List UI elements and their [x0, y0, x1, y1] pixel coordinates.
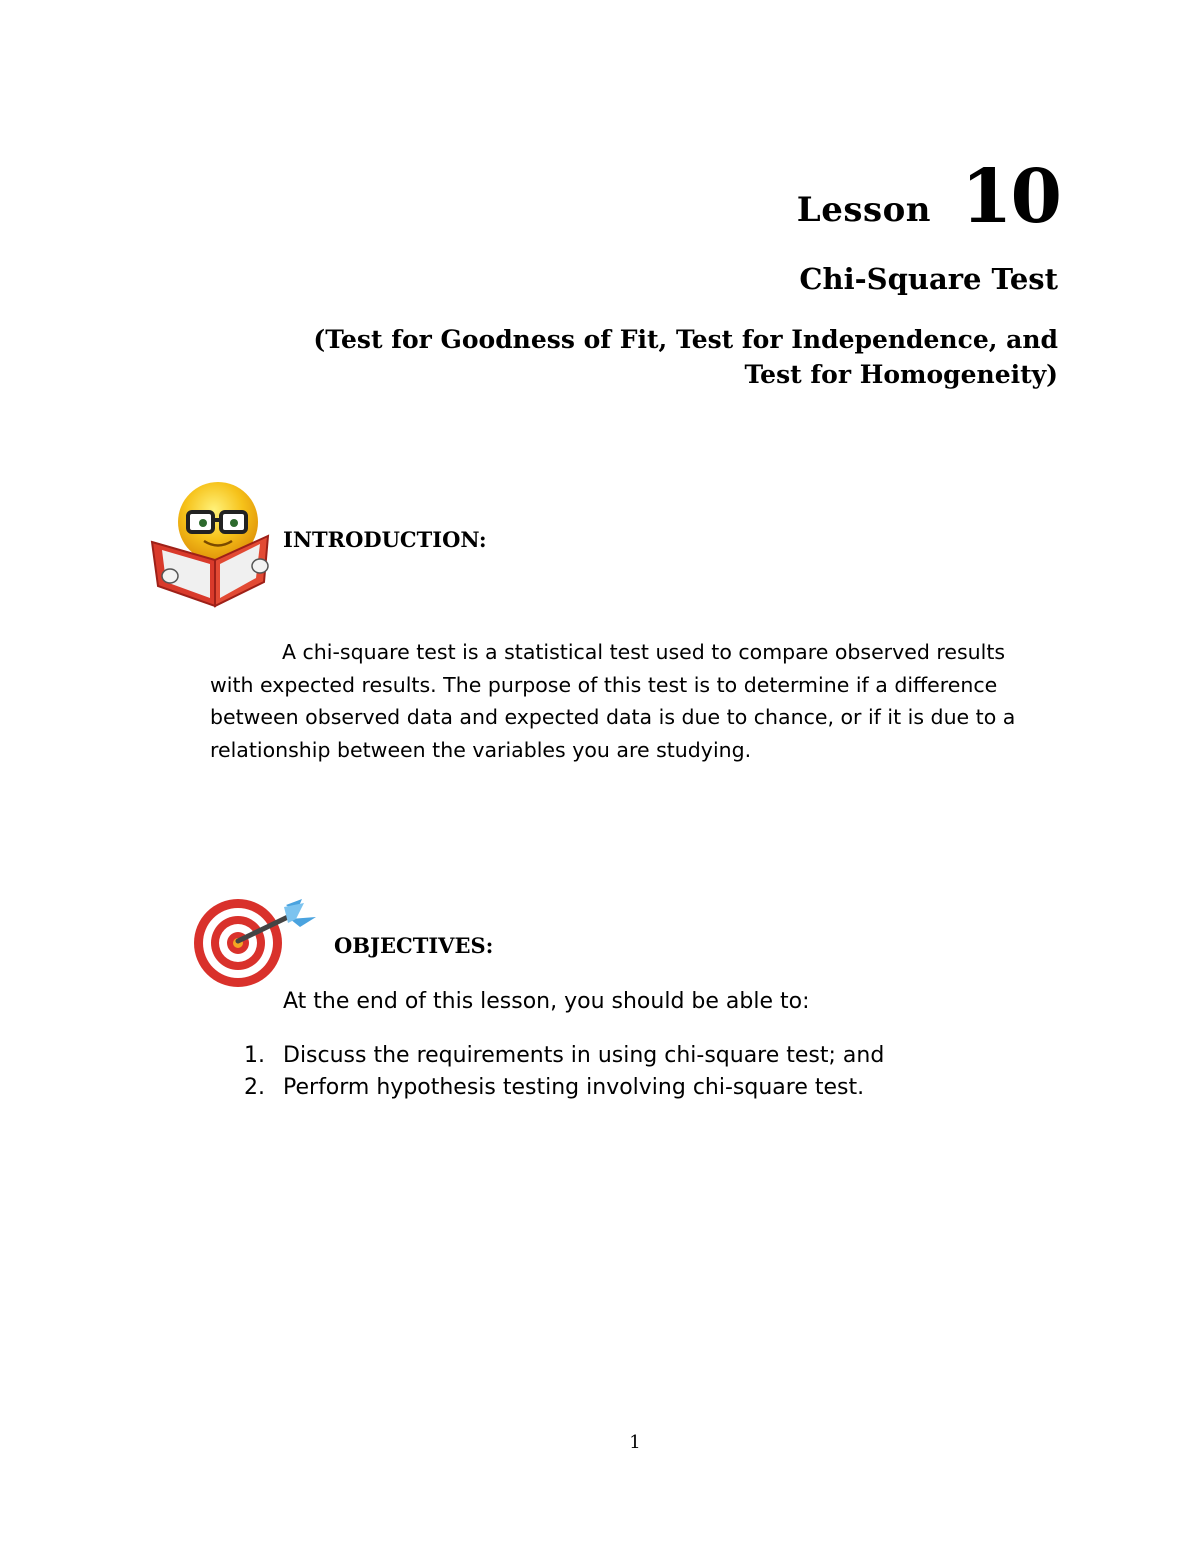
- introduction-heading: INTRODUCTION:: [283, 527, 487, 552]
- list-item: [244, 1040, 884, 1072]
- page-number: 1: [629, 1432, 641, 1453]
- objectives-list: [244, 1040, 884, 1104]
- lesson-label: Lesson: [796, 190, 932, 230]
- target-dart-icon: [192, 895, 320, 990]
- objectives-lead: At the end of this lesson, you should be able to:: [283, 989, 810, 1014]
- lesson-subtitle-line-2: Test for Homogeneity): [744, 360, 1058, 389]
- list-item-number: 1.: [244, 1043, 265, 1068]
- objectives-heading: OBJECTIVES:: [334, 933, 494, 958]
- list-item-number: 2.: [244, 1075, 265, 1100]
- lesson-subtitle-line-1: (Test for Goodness of Fit, Test for Independence, and: [313, 325, 1058, 354]
- list-item: [244, 1072, 884, 1104]
- lesson-heading: [796, 154, 1060, 240]
- lesson-subtitle: [198, 322, 1058, 392]
- lesson-number: 10: [961, 154, 1060, 240]
- lesson-title: Chi-Square Test: [799, 262, 1058, 296]
- list-item-text: Discuss the requirements in using chi-square test; and: [283, 1043, 885, 1068]
- reading-smiley-icon: [148, 478, 286, 608]
- introduction-body: A chi-square test is a statistical test used to compare observed results with expected results. The purpose of this test is to determine if a difference between observed data and expected data is due to chance, or if it is due to a relationship between the variables you are studying.: [210, 640, 1016, 762]
- list-item-text: Perform hypothesis testing involving chi-square test.: [283, 1075, 865, 1100]
